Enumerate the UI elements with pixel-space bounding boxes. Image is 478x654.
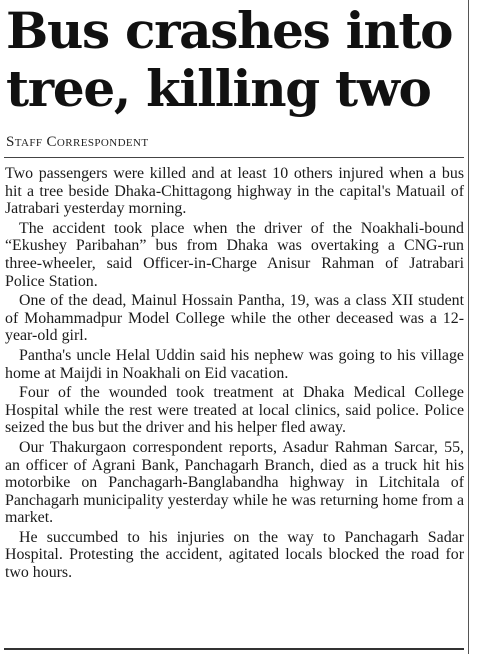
paragraph: He succumbed to his injuries on the way to Panchagarh Sadar Hospital. Protesting the accident, agitated locals blocked the road for two hours. <box>5 528 464 582</box>
article-body <box>5 165 464 584</box>
paragraph: One of the dead, Mainul Hossain Pantha, 19, was a class XII student of Mohammadpur Model College while the other deceased was a 12-year-old girl. <box>5 292 464 345</box>
paragraph: Two passengers were killed and at least 10 others injured when a bus hit a tree beside Dhaka-Chittagong highway in the capital's Matuail of Jatrabari yesterday morning. <box>5 165 464 218</box>
byline: Staff Correspondent <box>6 134 149 150</box>
paragraph: Our Thakurgaon correspondent reports, Asadur Rahman Sarcar, 55, an officer of Agrani Bank, Panchagarh Branch, died as a truck hit his motorbike on Panchagarh-Banglabandha highway in Litchitala of Panchagarh municipality yesterday while he was returning home from a market. <box>5 438 464 527</box>
headline: Bus crashes into tree, killing two <box>6 1 453 118</box>
paragraph: The accident took place when the driver of the Noakhali-bound “Ekushey Paribahan” bus from Dhaka was overtaking a CNG-run three-wheeler, said Officer-in-Charge Anisur Rahman of Jatrabari Police Station. <box>5 219 464 290</box>
paragraph: Pantha's uncle Helal Uddin said his nephew was going to his village home at Maijdi in Noakhali on Eid vacation. <box>5 346 464 382</box>
bottom-divider <box>4 648 464 650</box>
clipping-edge <box>468 0 469 654</box>
byline-divider <box>4 157 464 158</box>
paragraph: Four of the wounded took treatment at Dhaka Medical College Hospital while the rest were treated at local clinics, said police. Police seized the bus but the driver and his helper fled away. <box>5 384 464 437</box>
